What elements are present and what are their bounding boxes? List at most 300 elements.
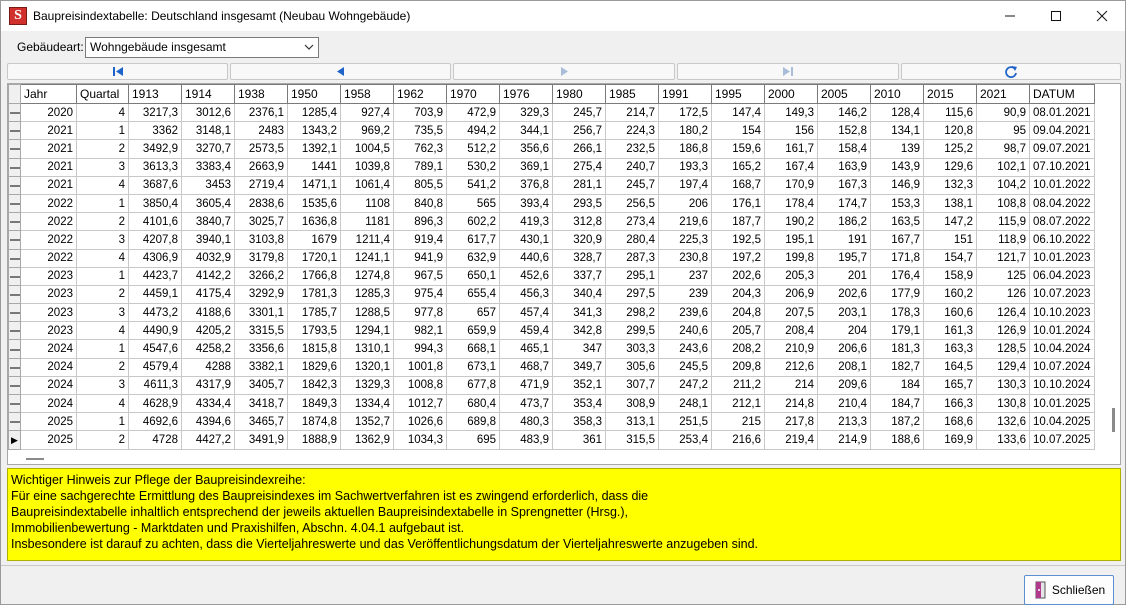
table-cell[interactable]: 204: [818, 322, 871, 340]
table-cell[interactable]: 2573,5: [235, 140, 288, 158]
table-cell[interactable]: 230,8: [659, 249, 712, 267]
table-cell[interactable]: 3179,8: [235, 249, 288, 267]
table-cell[interactable]: 273,4: [606, 213, 659, 231]
table-cell[interactable]: 10.01.2022: [1030, 176, 1095, 194]
table-cell[interactable]: 181,3: [871, 340, 924, 358]
table-cell[interactable]: 253,4: [659, 431, 712, 449]
column-header[interactable]: 2005: [818, 85, 871, 104]
table-cell[interactable]: 1241,1: [341, 249, 394, 267]
table-cell[interactable]: 1471,1: [288, 176, 341, 194]
table-cell[interactable]: 471,9: [500, 376, 553, 394]
table-cell[interactable]: 10.04.2024: [1030, 340, 1095, 358]
table-cell[interactable]: 275,4: [553, 158, 606, 176]
table-cell[interactable]: 130,3: [977, 376, 1030, 394]
table-cell[interactable]: 617,7: [447, 231, 500, 249]
table-cell[interactable]: 762,3: [394, 140, 447, 158]
table-cell[interactable]: 167,7: [871, 231, 924, 249]
table-cell[interactable]: 4175,4: [182, 285, 235, 303]
table-cell[interactable]: 361: [553, 431, 606, 449]
table-cell[interactable]: 202,6: [712, 267, 765, 285]
table-cell[interactable]: 3266,2: [235, 267, 288, 285]
table-cell[interactable]: 153,3: [871, 194, 924, 212]
table-cell[interactable]: 171,8: [871, 249, 924, 267]
table-cell[interactable]: 1285,4: [288, 104, 341, 122]
row-indicator[interactable]: [9, 413, 21, 431]
table-cell[interactable]: 1004,5: [341, 140, 394, 158]
table-cell[interactable]: 179,1: [871, 322, 924, 340]
table-cell[interactable]: 115,9: [977, 213, 1030, 231]
table-cell[interactable]: 149,3: [765, 104, 818, 122]
table-cell[interactable]: 168,7: [712, 176, 765, 194]
table-cell[interactable]: 182,7: [871, 358, 924, 376]
table-cell[interactable]: 129,6: [924, 158, 977, 176]
table-cell[interactable]: 4188,6: [182, 304, 235, 322]
table-cell[interactable]: 2023: [21, 322, 77, 340]
table-cell[interactable]: 4: [77, 249, 129, 267]
table-row[interactable]: [9, 395, 1095, 413]
table-cell[interactable]: 266,1: [553, 140, 606, 158]
column-header[interactable]: 1958: [341, 85, 394, 104]
table-cell[interactable]: 2: [77, 431, 129, 449]
table-cell[interactable]: 251,5: [659, 413, 712, 431]
table-cell[interactable]: 927,4: [341, 104, 394, 122]
table-cell[interactable]: 186,8: [659, 140, 712, 158]
table-cell[interactable]: 3356,6: [235, 340, 288, 358]
table-cell[interactable]: 1034,3: [394, 431, 447, 449]
table-row[interactable]: [9, 340, 1095, 358]
close-window-button[interactable]: [1079, 1, 1125, 31]
table-cell[interactable]: 3: [77, 158, 129, 176]
table-cell[interactable]: 2025: [21, 413, 77, 431]
table-cell[interactable]: 120,8: [924, 122, 977, 140]
table-cell[interactable]: 703,9: [394, 104, 447, 122]
table-cell[interactable]: 4205,2: [182, 322, 235, 340]
table-cell[interactable]: 3383,4: [182, 158, 235, 176]
table-cell[interactable]: 3315,5: [235, 322, 288, 340]
table-cell[interactable]: 315,5: [606, 431, 659, 449]
table-cell[interactable]: 4317,9: [182, 376, 235, 394]
table-cell[interactable]: 295,1: [606, 267, 659, 285]
table-row[interactable]: [9, 376, 1095, 394]
table-cell[interactable]: 468,7: [500, 358, 553, 376]
table-cell[interactable]: 192,5: [712, 231, 765, 249]
column-header[interactable]: 1995: [712, 85, 765, 104]
table-cell[interactable]: 982,1: [394, 322, 447, 340]
table-cell[interactable]: 4: [77, 322, 129, 340]
table-cell[interactable]: 299,5: [606, 322, 659, 340]
table-cell[interactable]: 239: [659, 285, 712, 303]
row-indicator[interactable]: [9, 140, 21, 158]
refresh-button[interactable]: [901, 63, 1121, 80]
column-header[interactable]: 2021: [977, 85, 1030, 104]
minimize-button[interactable]: [987, 1, 1033, 31]
row-indicator[interactable]: [9, 395, 21, 413]
row-indicator[interactable]: [9, 285, 21, 303]
row-indicator[interactable]: [9, 267, 21, 285]
column-header[interactable]: 2015: [924, 85, 977, 104]
table-cell[interactable]: 305,6: [606, 358, 659, 376]
table-cell[interactable]: 312,8: [553, 213, 606, 231]
table-cell[interactable]: 456,3: [500, 285, 553, 303]
column-header[interactable]: 1950: [288, 85, 341, 104]
table-cell[interactable]: 512,2: [447, 140, 500, 158]
table-cell[interactable]: 213,3: [818, 413, 871, 431]
table-cell[interactable]: 180,2: [659, 122, 712, 140]
table-cell[interactable]: 1636,8: [288, 213, 341, 231]
table-cell[interactable]: 677,8: [447, 376, 500, 394]
table-cell[interactable]: 293,5: [553, 194, 606, 212]
table-cell[interactable]: 565: [447, 194, 500, 212]
table-cell[interactable]: 108,8: [977, 194, 1030, 212]
table-cell[interactable]: 655,4: [447, 285, 500, 303]
column-header[interactable]: Quartal: [77, 85, 129, 104]
table-cell[interactable]: 2376,1: [235, 104, 288, 122]
table-cell[interactable]: 3605,4: [182, 194, 235, 212]
table-cell[interactable]: 650,1: [447, 267, 500, 285]
table-cell[interactable]: 197,2: [712, 249, 765, 267]
table-cell[interactable]: 287,3: [606, 249, 659, 267]
table-cell[interactable]: 3103,8: [235, 231, 288, 249]
table-cell[interactable]: 329,3: [500, 104, 553, 122]
table-cell[interactable]: 188,6: [871, 431, 924, 449]
table-cell[interactable]: 1888,9: [288, 431, 341, 449]
table-cell[interactable]: 1288,5: [341, 304, 394, 322]
table-cell[interactable]: 2023: [21, 285, 77, 303]
table-cell[interactable]: 994,3: [394, 340, 447, 358]
table-cell[interactable]: 4611,3: [129, 376, 182, 394]
table-cell[interactable]: 126,9: [977, 322, 1030, 340]
table-cell[interactable]: 1785,7: [288, 304, 341, 322]
table-cell[interactable]: 632,9: [447, 249, 500, 267]
row-indicator[interactable]: [9, 213, 21, 231]
table-cell[interactable]: 204,3: [712, 285, 765, 303]
row-indicator[interactable]: [9, 122, 21, 140]
table-cell[interactable]: 4579,4: [129, 358, 182, 376]
column-header[interactable]: 2000: [765, 85, 818, 104]
table-cell[interactable]: 4288: [182, 358, 235, 376]
table-cell[interactable]: 1: [77, 340, 129, 358]
table-cell[interactable]: 452,6: [500, 267, 553, 285]
table-cell[interactable]: 115,6: [924, 104, 977, 122]
table-cell[interactable]: 209,8: [712, 358, 765, 376]
table-row[interactable]: [9, 285, 1095, 303]
row-indicator[interactable]: [9, 376, 21, 394]
table-cell[interactable]: 154: [712, 122, 765, 140]
table-cell[interactable]: 2025: [21, 431, 77, 449]
table-cell[interactable]: 133,6: [977, 431, 1030, 449]
table-cell[interactable]: 158,9: [924, 267, 977, 285]
table-cell[interactable]: 1849,3: [288, 395, 341, 413]
table-cell[interactable]: 4306,9: [129, 249, 182, 267]
table-cell[interactable]: 206,9: [765, 285, 818, 303]
table-cell[interactable]: 347: [553, 340, 606, 358]
table-cell[interactable]: 239,6: [659, 304, 712, 322]
table-cell[interactable]: 210,9: [765, 340, 818, 358]
row-indicator[interactable]: [9, 176, 21, 194]
table-cell[interactable]: 2022: [21, 213, 77, 231]
table-cell[interactable]: 967,5: [394, 267, 447, 285]
table-cell[interactable]: 1285,3: [341, 285, 394, 303]
table-cell[interactable]: 178,3: [871, 304, 924, 322]
column-header[interactable]: 1914: [182, 85, 235, 104]
table-cell[interactable]: 328,7: [553, 249, 606, 267]
table-cell[interactable]: 146,2: [818, 104, 871, 122]
table-cell[interactable]: 541,2: [447, 176, 500, 194]
row-indicator[interactable]: [9, 194, 21, 212]
table-cell[interactable]: 430,1: [500, 231, 553, 249]
table-cell[interactable]: 344,1: [500, 122, 553, 140]
table-row[interactable]: [9, 176, 1095, 194]
table-cell[interactable]: 320,9: [553, 231, 606, 249]
table-row[interactable]: [9, 194, 1095, 212]
row-indicator[interactable]: [9, 249, 21, 267]
vertical-scrollbar[interactable]: [1108, 84, 1120, 444]
table-cell[interactable]: 530,2: [447, 158, 500, 176]
table-cell[interactable]: 4334,4: [182, 395, 235, 413]
table-cell[interactable]: 212,1: [712, 395, 765, 413]
column-header[interactable]: 1991: [659, 85, 712, 104]
table-cell[interactable]: 2: [77, 140, 129, 158]
table-cell[interactable]: 245,5: [659, 358, 712, 376]
table-cell[interactable]: 159,6: [712, 140, 765, 158]
table-cell[interactable]: 307,7: [606, 376, 659, 394]
table-row[interactable]: [9, 158, 1095, 176]
table-cell[interactable]: 2719,4: [235, 176, 288, 194]
table-cell[interactable]: 121,7: [977, 249, 1030, 267]
table-cell[interactable]: 1334,4: [341, 395, 394, 413]
row-indicator[interactable]: [9, 340, 21, 358]
table-cell[interactable]: 247,2: [659, 376, 712, 394]
table-cell[interactable]: 217,8: [765, 413, 818, 431]
table-cell[interactable]: 2023: [21, 304, 77, 322]
table-cell[interactable]: 165,2: [712, 158, 765, 176]
table-cell[interactable]: 240,7: [606, 158, 659, 176]
column-header[interactable]: 1980: [553, 85, 606, 104]
table-cell[interactable]: 3: [77, 231, 129, 249]
table-cell[interactable]: 3301,1: [235, 304, 288, 322]
table-cell[interactable]: 174,7: [818, 194, 871, 212]
table-cell[interactable]: 1766,8: [288, 267, 341, 285]
vertical-scroll-thumb[interactable]: [1112, 408, 1115, 432]
table-cell[interactable]: 10.01.2024: [1030, 322, 1095, 340]
table-row[interactable]: [9, 122, 1095, 140]
table-cell[interactable]: 10.07.2023: [1030, 285, 1095, 303]
table-cell[interactable]: 10.07.2024: [1030, 358, 1095, 376]
table-cell[interactable]: 07.10.2021: [1030, 158, 1095, 176]
table-cell[interactable]: 4: [77, 395, 129, 413]
table-cell[interactable]: 125: [977, 267, 1030, 285]
table-cell[interactable]: 376,8: [500, 176, 553, 194]
table-cell[interactable]: 457,4: [500, 304, 553, 322]
table-cell[interactable]: 919,4: [394, 231, 447, 249]
table-cell[interactable]: 169,9: [924, 431, 977, 449]
table-cell[interactable]: 95: [977, 122, 1030, 140]
table-cell[interactable]: 3840,7: [182, 213, 235, 231]
table-cell[interactable]: 1001,8: [394, 358, 447, 376]
table-row[interactable]: [9, 249, 1095, 267]
table-cell[interactable]: 208,4: [765, 322, 818, 340]
table-row[interactable]: [9, 140, 1095, 158]
row-indicator[interactable]: [9, 231, 21, 249]
table-cell[interactable]: 459,4: [500, 322, 553, 340]
table-cell[interactable]: 4032,9: [182, 249, 235, 267]
table-cell[interactable]: 208,1: [818, 358, 871, 376]
table-cell[interactable]: 465,1: [500, 340, 553, 358]
table-cell[interactable]: 1720,1: [288, 249, 341, 267]
table-cell[interactable]: 3362: [129, 122, 182, 140]
table-cell[interactable]: 1842,3: [288, 376, 341, 394]
table-cell[interactable]: 840,8: [394, 194, 447, 212]
table-cell[interactable]: 08.07.2022: [1030, 213, 1095, 231]
table-cell[interactable]: 4207,8: [129, 231, 182, 249]
table-cell[interactable]: 4473,2: [129, 304, 182, 322]
table-cell[interactable]: 358,3: [553, 413, 606, 431]
table-cell[interactable]: 602,2: [447, 213, 500, 231]
table-cell[interactable]: 668,1: [447, 340, 500, 358]
table-cell[interactable]: 130,8: [977, 395, 1030, 413]
table-cell[interactable]: 1320,1: [341, 358, 394, 376]
table-cell[interactable]: 09.04.2021: [1030, 122, 1095, 140]
prev-record-button[interactable]: [230, 63, 451, 80]
table-cell[interactable]: 199,8: [765, 249, 818, 267]
table-cell[interactable]: 184: [871, 376, 924, 394]
table-cell[interactable]: 168,6: [924, 413, 977, 431]
table-cell[interactable]: 167,3: [818, 176, 871, 194]
table-cell[interactable]: 297,5: [606, 285, 659, 303]
table-cell[interactable]: 212,6: [765, 358, 818, 376]
table-cell[interactable]: 896,3: [394, 213, 447, 231]
table-cell[interactable]: 298,2: [606, 304, 659, 322]
table-cell[interactable]: 3148,1: [182, 122, 235, 140]
table-cell[interactable]: 480,3: [500, 413, 553, 431]
table-cell[interactable]: 680,4: [447, 395, 500, 413]
table-cell[interactable]: 06.04.2023: [1030, 267, 1095, 285]
table-cell[interactable]: 4692,6: [129, 413, 182, 431]
table-cell[interactable]: 4394,6: [182, 413, 235, 431]
table-cell[interactable]: 90,9: [977, 104, 1030, 122]
table-cell[interactable]: 163,3: [924, 340, 977, 358]
table-cell[interactable]: 214,9: [818, 431, 871, 449]
row-indicator[interactable]: [9, 104, 21, 122]
table-cell[interactable]: 805,5: [394, 176, 447, 194]
table-cell[interactable]: 657: [447, 304, 500, 322]
table-cell[interactable]: 210,4: [818, 395, 871, 413]
table-cell[interactable]: 170,9: [765, 176, 818, 194]
table-row[interactable]: [9, 304, 1095, 322]
table-cell[interactable]: 160,6: [924, 304, 977, 322]
row-indicator[interactable]: ▶: [9, 431, 21, 449]
table-cell[interactable]: 1310,1: [341, 340, 394, 358]
table-cell[interactable]: 102,1: [977, 158, 1030, 176]
table-cell[interactable]: 4490,9: [129, 322, 182, 340]
table-cell[interactable]: 134,1: [871, 122, 924, 140]
table-cell[interactable]: 138,1: [924, 194, 977, 212]
table-cell[interactable]: 214: [765, 376, 818, 394]
table-cell[interactable]: 161,3: [924, 322, 977, 340]
table-cell[interactable]: 1211,4: [341, 231, 394, 249]
table-cell[interactable]: 204,8: [712, 304, 765, 322]
table-cell[interactable]: 166,3: [924, 395, 977, 413]
table-cell[interactable]: 695: [447, 431, 500, 449]
table-cell[interactable]: 203,1: [818, 304, 871, 322]
table-cell[interactable]: 163,9: [818, 158, 871, 176]
table-cell[interactable]: 3: [77, 304, 129, 322]
table-cell[interactable]: 1008,8: [394, 376, 447, 394]
table-cell[interactable]: 673,1: [447, 358, 500, 376]
column-header[interactable]: Jahr: [21, 85, 77, 104]
table-cell[interactable]: 2024: [21, 376, 77, 394]
table-cell[interactable]: 156: [765, 122, 818, 140]
table-cell[interactable]: 2838,6: [235, 194, 288, 212]
table-cell[interactable]: 4101,6: [129, 213, 182, 231]
table-cell[interactable]: 197,4: [659, 176, 712, 194]
table-cell[interactable]: 4423,7: [129, 267, 182, 285]
table-cell[interactable]: 977,8: [394, 304, 447, 322]
table-cell[interactable]: 1: [77, 122, 129, 140]
close-button[interactable]: [1024, 575, 1114, 605]
table-cell[interactable]: 256,7: [553, 122, 606, 140]
table-cell[interactable]: 975,4: [394, 285, 447, 303]
table-cell[interactable]: 172,5: [659, 104, 712, 122]
table-cell[interactable]: 201: [818, 267, 871, 285]
table-cell[interactable]: 3382,1: [235, 358, 288, 376]
table-cell[interactable]: 472,9: [447, 104, 500, 122]
table-cell[interactable]: 1108: [341, 194, 394, 212]
table-cell[interactable]: 494,2: [447, 122, 500, 140]
table-cell[interactable]: 356,6: [500, 140, 553, 158]
table-cell[interactable]: 128,5: [977, 340, 1030, 358]
table-cell[interactable]: 206: [659, 194, 712, 212]
table-cell[interactable]: 186,2: [818, 213, 871, 231]
table-cell[interactable]: 163,5: [871, 213, 924, 231]
table-cell[interactable]: 205,7: [712, 322, 765, 340]
table-cell[interactable]: 2: [77, 285, 129, 303]
table-cell[interactable]: 139: [871, 140, 924, 158]
row-indicator[interactable]: [9, 322, 21, 340]
table-cell[interactable]: 2021: [21, 122, 77, 140]
table-cell[interactable]: 1039,8: [341, 158, 394, 176]
table-cell[interactable]: 125,2: [924, 140, 977, 158]
column-header[interactable]: 1970: [447, 85, 500, 104]
table-cell[interactable]: 160,2: [924, 285, 977, 303]
table-cell[interactable]: 2: [77, 358, 129, 376]
table-cell[interactable]: 1343,2: [288, 122, 341, 140]
table-cell[interactable]: 2021: [21, 140, 77, 158]
table-cell[interactable]: 1829,6: [288, 358, 341, 376]
maximize-button[interactable]: [1033, 1, 1079, 31]
table-cell[interactable]: 2022: [21, 249, 77, 267]
table-cell[interactable]: 08.01.2021: [1030, 104, 1095, 122]
table-cell[interactable]: 152,8: [818, 122, 871, 140]
row-indicator[interactable]: [9, 358, 21, 376]
table-cell[interactable]: 98,7: [977, 140, 1030, 158]
table-cell[interactable]: 3292,9: [235, 285, 288, 303]
table-row[interactable]: [9, 104, 1095, 122]
table-cell[interactable]: 225,3: [659, 231, 712, 249]
title-bar[interactable]: [1, 1, 1125, 31]
column-header[interactable]: 1976: [500, 85, 553, 104]
table-cell[interactable]: 1535,6: [288, 194, 341, 212]
table-cell[interactable]: 2022: [21, 231, 77, 249]
table-cell[interactable]: 1274,8: [341, 267, 394, 285]
table-cell[interactable]: 187,2: [871, 413, 924, 431]
table-cell[interactable]: 369,1: [500, 158, 553, 176]
table-cell[interactable]: 1: [77, 267, 129, 285]
table-cell[interactable]: 340,4: [553, 285, 606, 303]
table-cell[interactable]: 4459,1: [129, 285, 182, 303]
table-cell[interactable]: 1294,1: [341, 322, 394, 340]
table-cell[interactable]: 126: [977, 285, 1030, 303]
